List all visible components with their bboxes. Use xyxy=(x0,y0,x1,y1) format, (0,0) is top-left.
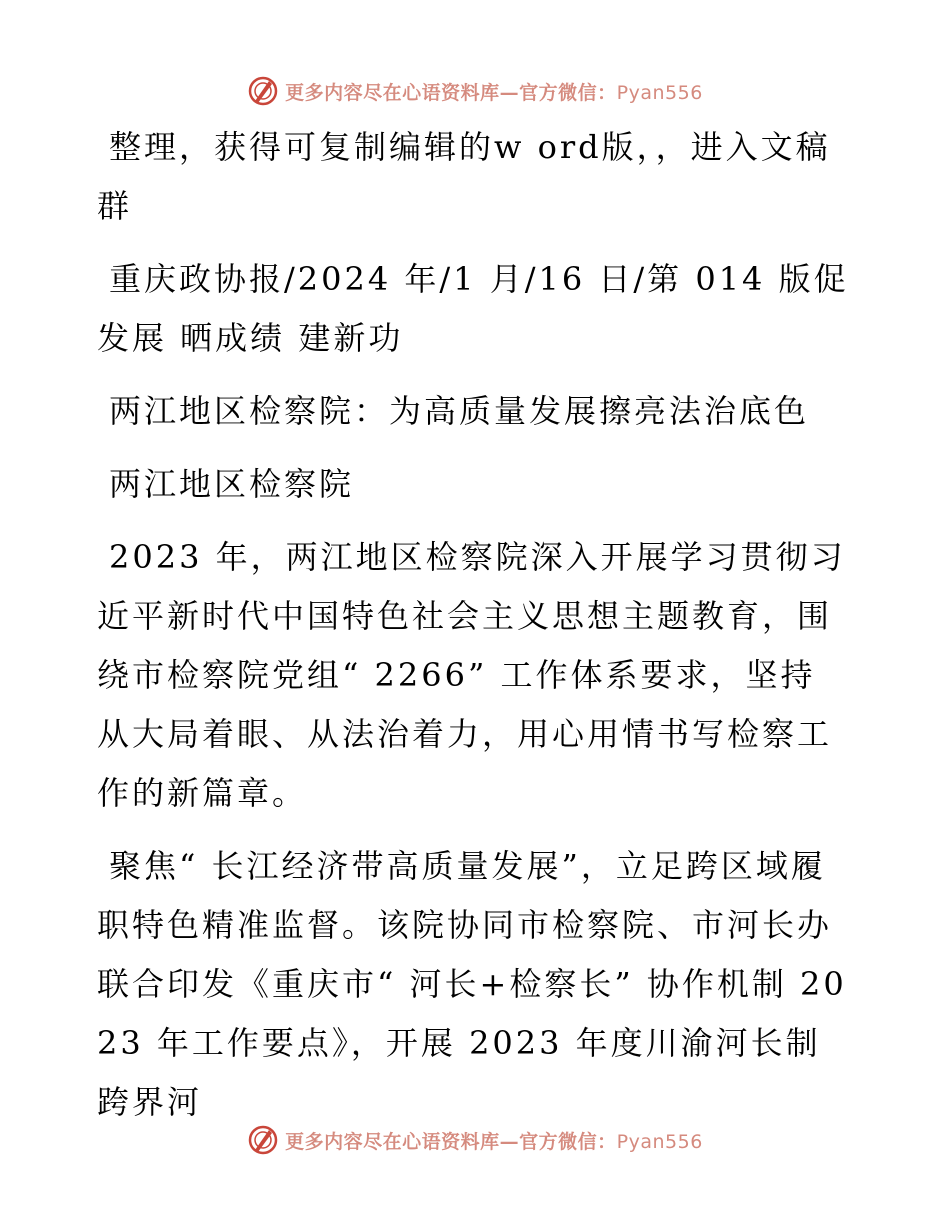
article-title: 两江地区检察院：为高质量发展擦亮法治底色 xyxy=(109,392,810,430)
seal-pen-icon xyxy=(247,1124,279,1156)
paragraph-intro-note: 整理，获得可复制编辑的w ord版，，进入文稿群 xyxy=(97,128,831,225)
footer-watermark xyxy=(0,1120,950,1160)
seal-pen-icon xyxy=(247,75,279,107)
paragraph-source-line: 重庆政协报/2024 年/1 月/16 日/第 014 版促发展 晒成绩 建新功 xyxy=(97,260,849,357)
paragraph-body-2: 聚焦“ 长江经济带高质量发展”，立足跨区域履职特色精准监督。该院协同市检察院、市河长办联合印发《重庆市“ 河长+检察长” 协作机制 2023 年工作要点》，开展 2023 年度川渝河长制跨界河 xyxy=(97,847,847,1121)
paragraph-body-1: 2023 年，两江地区检察院深入开展学习贯彻习近平新时代中国特色社会主义思想主题教育，围绕市检察院党组“ 2266” 工作体系要求，坚持从大局着眼、从法治着力，用心用情书写检察工作的新篇章。 xyxy=(97,538,846,812)
document-body xyxy=(97,118,849,1146)
watermark-text: 更多内容尽在心语资料库—官方微信：Pyan556 xyxy=(285,81,703,104)
watermark-text: 更多内容尽在心语资料库—官方微信：Pyan556 xyxy=(285,1130,703,1153)
article-author: 两江地区检察院 xyxy=(109,465,355,503)
header-watermark xyxy=(0,71,950,111)
